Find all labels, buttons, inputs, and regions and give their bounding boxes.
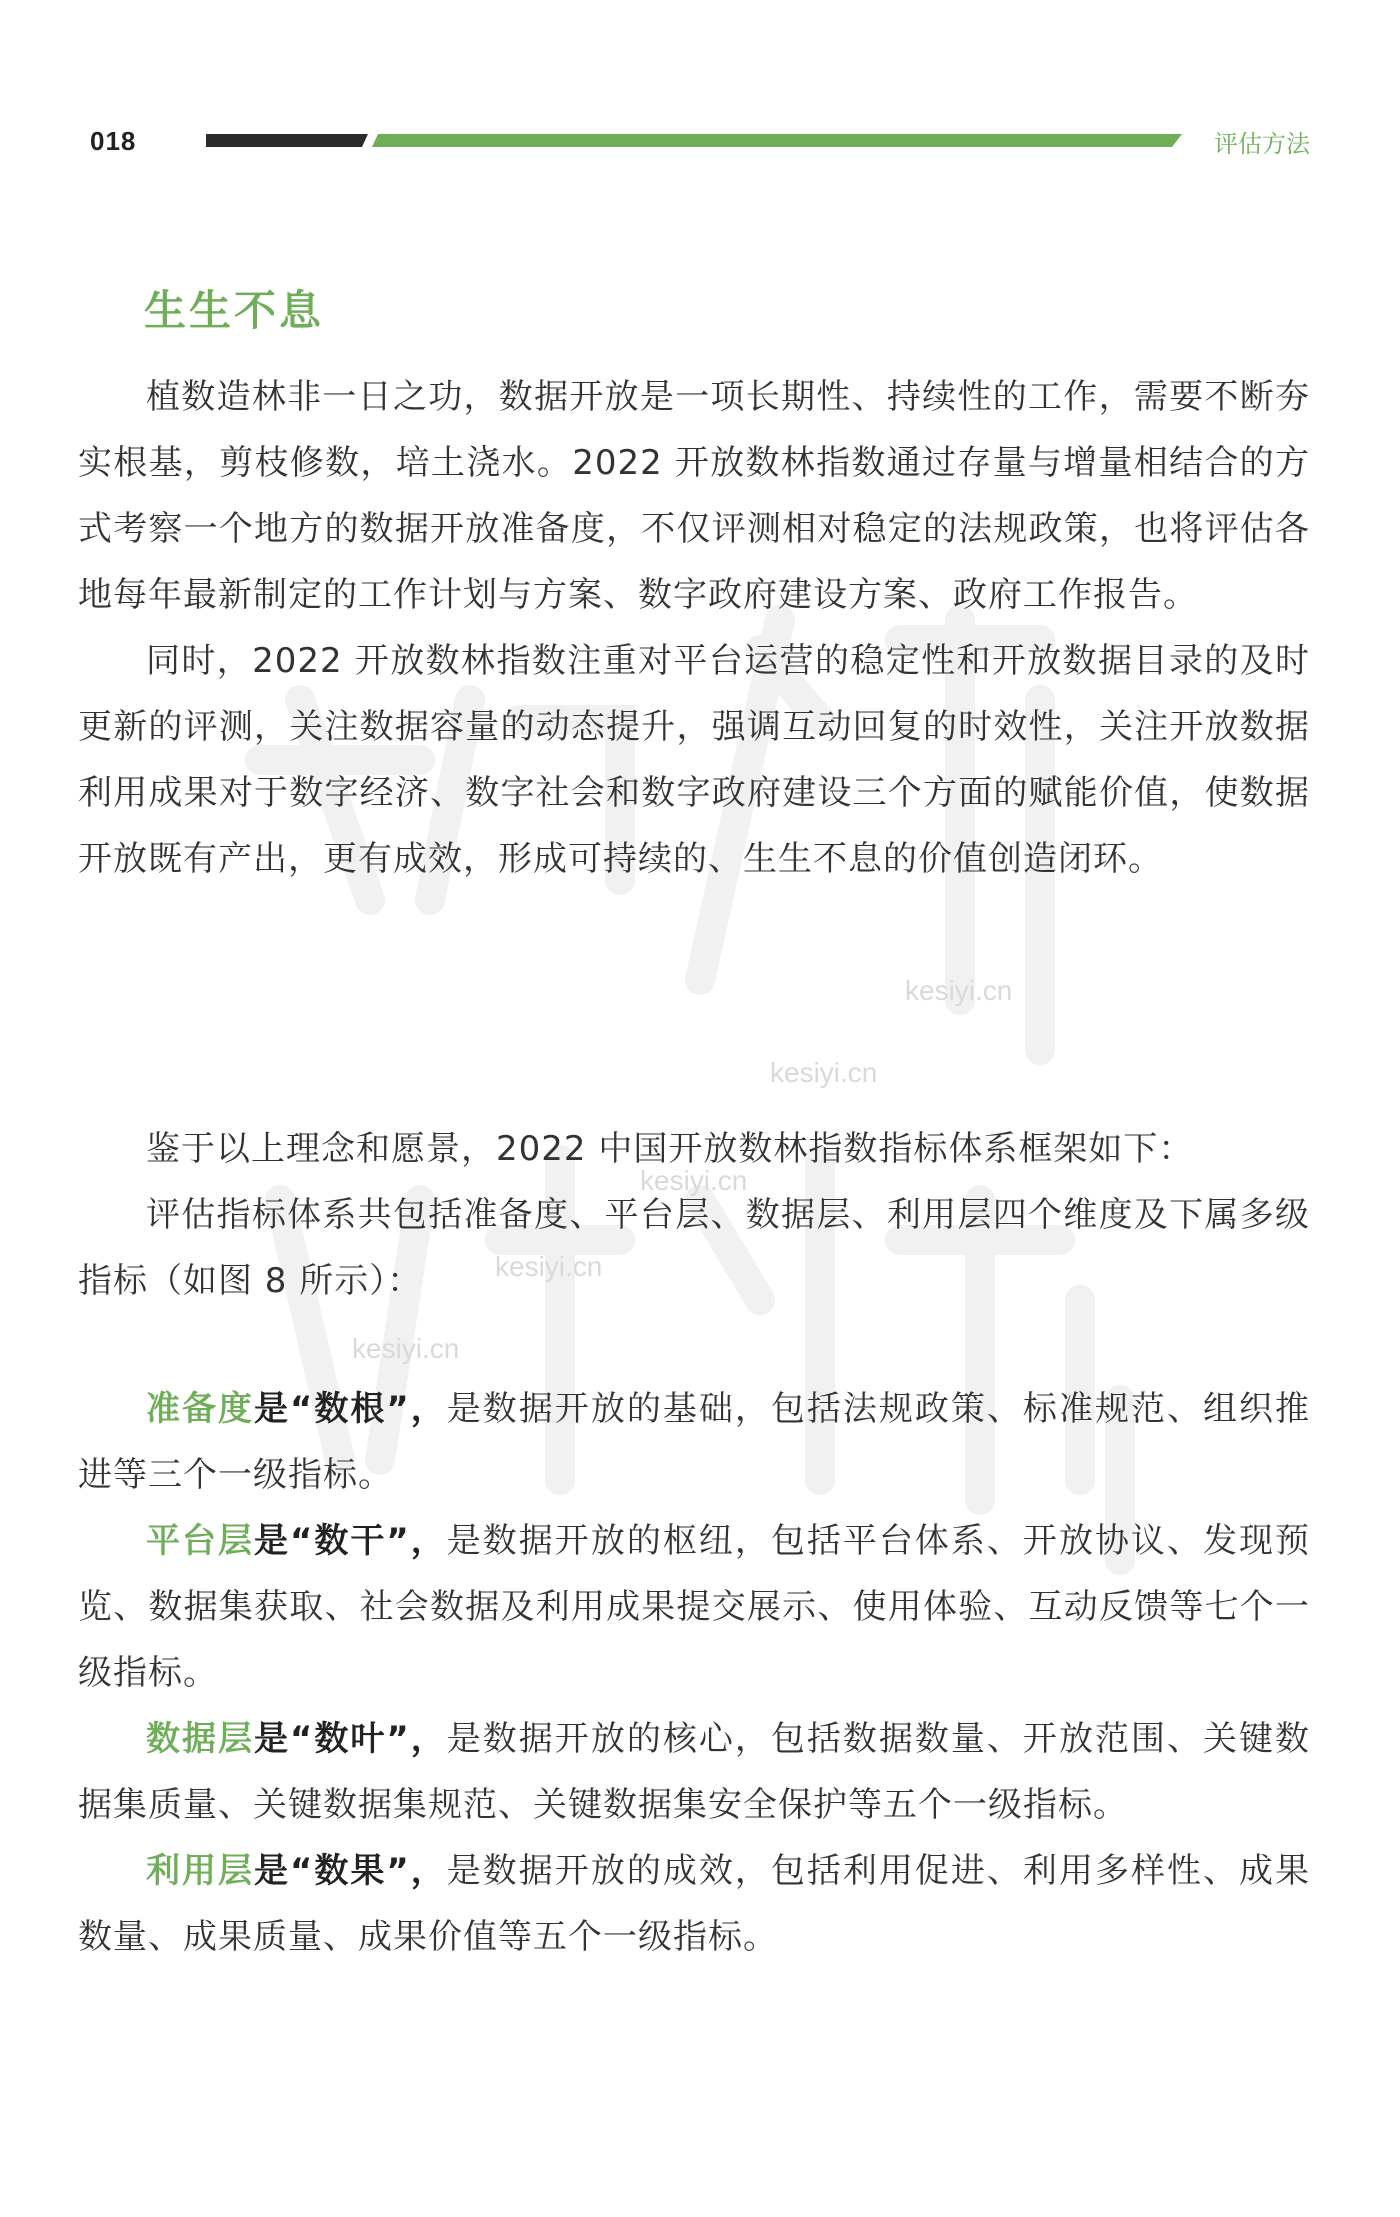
dimension-label: 是“数干”， [254, 1521, 447, 1561]
section-label: 评估方法 [1214, 130, 1310, 158]
header-green-bar [372, 134, 1182, 147]
section-title: 生生不息 [144, 286, 325, 335]
dimension-list [78, 1376, 1310, 1970]
page-header [0, 0, 1400, 200]
dimension-label: 是“数果”， [254, 1851, 447, 1891]
watermark-text: kesiyi.cn [770, 1057, 878, 1088]
dimension-name: 准备度 [146, 1389, 255, 1429]
dimension-desc: 是数据开放的核心，包括数据数量、开放范围、关键数据集质量、关键数据集规范、关键数据集安全保护等五个一级指标。 [78, 1719, 1310, 1825]
dimension-name: 平台层 [146, 1521, 255, 1561]
dimension-item [78, 1706, 1310, 1838]
dimension-desc: 是数据开放的基础，包括法规政策、标准规范、组织推进等三个一级指标。 [78, 1389, 1310, 1495]
header-dark-bar [206, 134, 368, 147]
paragraph: 同时，2022 开放数林指数注重对平台运营的稳定性和开放数据目录的及时更新的评测，关注数据容量的动态提升，强调互动回复的时效性，关注开放数据利用成果对于数字经济、数字社会和数字政府建设三个方面的赋能价值，使数据开放既有产出，更有成效，形成可持续的、生生不息的价值创造闭环。 [78, 641, 1310, 879]
dimension-name: 利用层 [146, 1851, 255, 1891]
intro-text [78, 364, 1310, 892]
paragraph: 植数造林非一日之功，数据开放是一项长期性、持续性的工作，需要不断夯实根基，剪枝修数，培土浇水。2022 开放数林指数通过存量与增量相结合的方式考察一个地方的数据开放准备度，不仅评测相对稳定的法规政策，也将评估各地每年最新制定的工作计划与方案、数字政府建设方案、政府工作报告。 [78, 377, 1310, 615]
dimension-item [78, 1376, 1310, 1508]
watermark-text: kesiyi.cn [640, 1165, 748, 1196]
watermark-text: kesiyi.cn [905, 975, 1013, 1006]
dimension-label: 是“数叶”， [254, 1719, 447, 1759]
dimension-item [78, 1838, 1310, 1970]
dimension-label: 是“数根”， [254, 1389, 447, 1429]
page-number: 018 [90, 126, 137, 156]
paragraph: 评估指标体系共包括准备度、平台层、数据层、利用层四个维度及下属多级指标（如图 8 所示）： [78, 1195, 1310, 1301]
dimension-desc: 是数据开放的成效，包括利用促进、利用多样性、成果数量、成果质量、成果价值等五个一级指标。 [78, 1851, 1310, 1957]
framework-intro [78, 1116, 1310, 1314]
dimension-desc: 是数据开放的枢纽，包括平台体系、开放协议、发现预览、数据集获取、社会数据及利用成果提交展示、使用体验、互动反馈等七个一级指标。 [78, 1521, 1310, 1693]
dimension-name: 数据层 [146, 1719, 255, 1759]
header-divider [0, 0, 1400, 200]
watermark-text: kesiyi.cn [495, 1251, 603, 1282]
watermark-text: kesiyi.cn [352, 1333, 460, 1364]
paragraph: 鉴于以上理念和愿景，2022 中国开放数林指数指标体系框架如下： [146, 1129, 1194, 1169]
dimension-item [78, 1508, 1310, 1706]
